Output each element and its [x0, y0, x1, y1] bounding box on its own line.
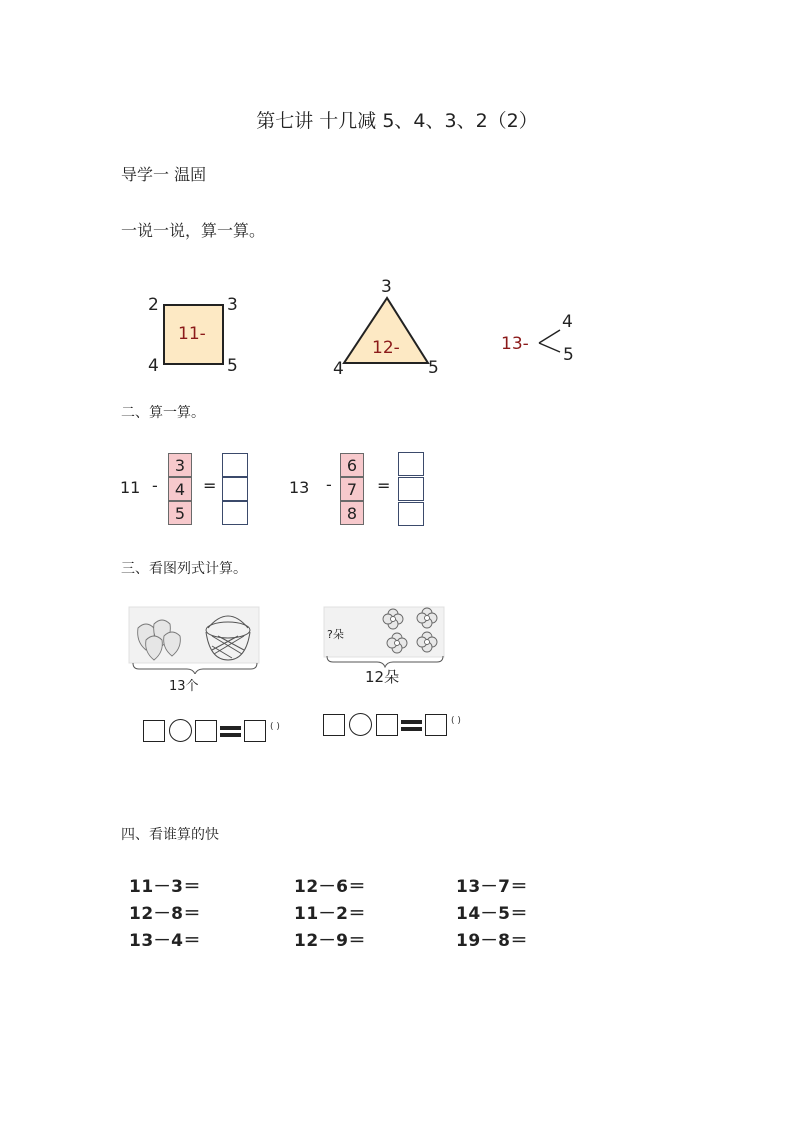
eq1-box-1[interactable] [143, 720, 165, 742]
quick-calc-r2-c1: 12－8＝ [129, 904, 201, 924]
calc2-answer-box-3[interactable] [398, 502, 424, 526]
square-corner-tr: 3 [227, 295, 238, 315]
calc2-minus: - [326, 475, 332, 494]
calc2-subtrahend-1: 6 [340, 453, 364, 477]
section-intro: 导学一 温固 [121, 165, 207, 184]
calc1-subtrahend-1: 3 [168, 453, 192, 477]
calc1-answer-box-1[interactable] [222, 453, 248, 477]
quick-calc-r3-c3: 19－8＝ [456, 931, 528, 951]
calc2-subtrahend-2: 7 [340, 477, 364, 501]
left-picture-caption: 13个 [169, 679, 199, 694]
square-corner-bl: 4 [148, 356, 159, 376]
calc2-answer-box-2[interactable] [398, 477, 424, 501]
section-four: 四、看谁算的快 [121, 827, 219, 843]
square-corner-tl: 2 [148, 295, 159, 315]
calc2-subtrahend-3: 8 [340, 501, 364, 525]
eq2-operator-circle[interactable] [349, 713, 372, 736]
quick-calc-r2-c2: 11－2＝ [294, 904, 366, 924]
quick-calc-r1-c3: 13－7＝ [456, 877, 528, 897]
branch-label: 13- [501, 334, 529, 354]
quick-calc-r3-c1: 13－4＝ [129, 931, 201, 951]
calc2-minuend: 13 [289, 478, 310, 497]
section-three: 三、看图列式计算。 [121, 561, 247, 577]
quick-calc-r2-c3: 14－5＝ [456, 904, 528, 924]
quick-calc-r1-c2: 12－6＝ [294, 877, 366, 897]
right-picture-question: ?朵 [327, 628, 344, 641]
calc1-minuend: 11 [120, 478, 141, 497]
quick-calc-r3-c2: 12－9＝ [294, 931, 366, 951]
calc1-minus: - [152, 476, 158, 495]
eq1-unit-paren: ( ) [270, 722, 280, 732]
eq1-box-2[interactable] [195, 720, 217, 742]
eq2-result-box[interactable] [425, 714, 447, 736]
calc1-answer-box-3[interactable] [222, 501, 248, 525]
page-title: 第七讲 十几减 5、4、3、2（2） [256, 110, 538, 132]
eq2-unit-paren: ( ) [451, 716, 461, 726]
strawberries-basket-picture [128, 606, 260, 674]
triangle-br-label: 5 [428, 358, 439, 378]
calc2-equals: = [377, 476, 391, 495]
eq2-equals-bar-top [401, 720, 422, 724]
eq1-operator-circle[interactable] [169, 719, 192, 742]
eq2-box-1[interactable] [323, 714, 345, 736]
eq1-equals-bar-top [220, 726, 241, 730]
calc1-equals: = [203, 476, 217, 495]
eq2-box-2[interactable] [376, 714, 398, 736]
branch-top-label: 4 [562, 312, 573, 332]
calc1-answer-box-2[interactable] [222, 477, 248, 501]
section-say-calc: 一说一说，算一算。 [121, 221, 266, 240]
calc2-answer-box-1[interactable] [398, 452, 424, 476]
eq2-equals-bar-bottom [401, 727, 422, 731]
branch-lines [536, 328, 564, 354]
triangle-bl-label: 4 [333, 359, 344, 379]
calc1-subtrahend-3: 5 [168, 501, 192, 525]
branch-bottom-label: 5 [563, 345, 574, 365]
eq1-result-box[interactable] [244, 720, 266, 742]
section-two: 二、算一算。 [121, 405, 205, 421]
triangle-center-label: 12- [372, 338, 400, 358]
quick-calc-r1-c1: 11－3＝ [129, 877, 201, 897]
square-center-label: 11- [178, 324, 206, 344]
square-corner-br: 5 [227, 356, 238, 376]
right-picture-caption: 12朵 [365, 668, 400, 686]
eq1-equals-bar-bottom [220, 733, 241, 737]
calc1-subtrahend-2: 4 [168, 477, 192, 501]
triangle-top-label: 3 [381, 277, 392, 297]
